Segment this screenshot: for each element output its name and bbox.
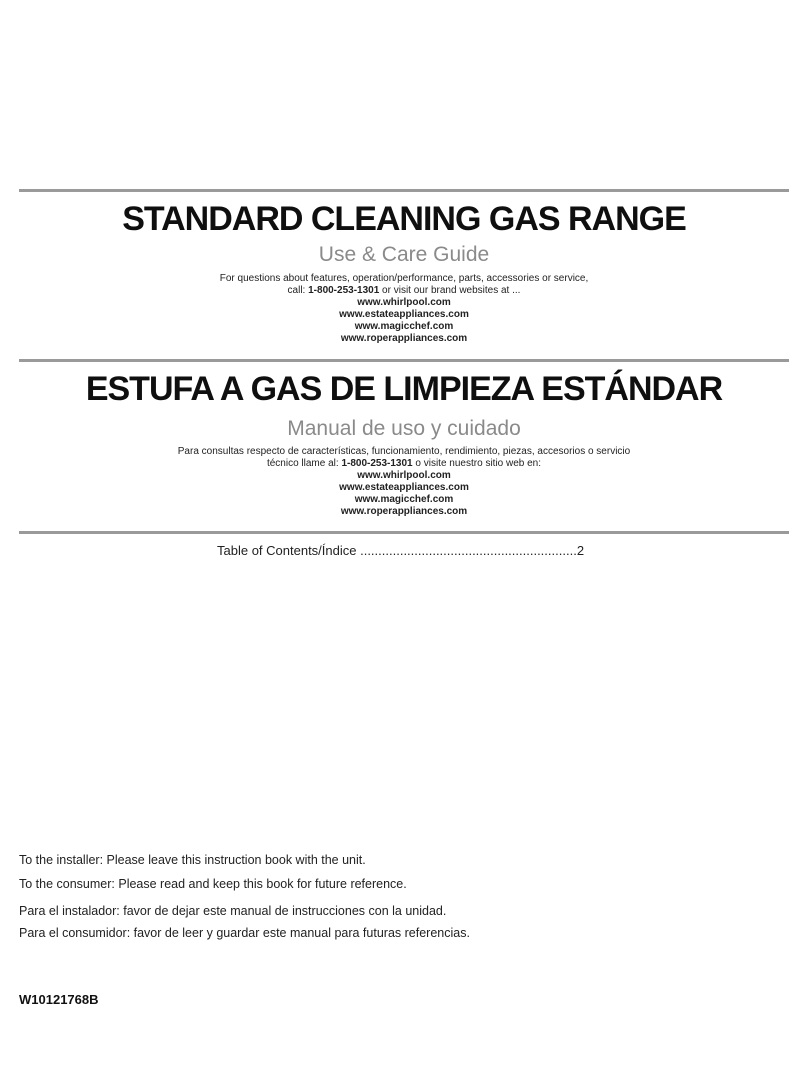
part-number: W10121768B bbox=[19, 992, 99, 1007]
consumer-note-en: To the consumer: Please read and keep this book for future reference. bbox=[19, 877, 407, 891]
english-contact-tail: or visit our brand websites at ... bbox=[379, 285, 521, 296]
english-contact-line2 bbox=[0, 285, 808, 297]
spanish-subtitle: Manual de uso y cuidado bbox=[287, 417, 521, 440]
spanish-phone: 1-800-253-1301 bbox=[341, 458, 413, 469]
spanish-contact-tail: o visite nuestro sitio web en: bbox=[412, 458, 542, 469]
spanish-website-roper[interactable]: www.roperappliances.com bbox=[340, 506, 468, 517]
spanish-title: ESTUFA A GAS DE LIMPIEZA ESTÁNDAR bbox=[85, 370, 723, 408]
toc-label: Table of Contents/Índice bbox=[217, 543, 357, 558]
english-website-magicchef[interactable]: www.magicchef.com bbox=[354, 321, 454, 332]
spanish-contact-line2 bbox=[0, 458, 808, 470]
spanish-contact-line1: Para consultas respecto de características, funcionamiento, rendimiento, piezas, accesorios o servicio bbox=[177, 446, 631, 457]
spanish-call-label: técnico llame al: bbox=[266, 458, 342, 469]
english-subtitle: Use & Care Guide bbox=[318, 243, 490, 266]
english-call-label: call: bbox=[287, 285, 309, 296]
top-divider bbox=[19, 189, 789, 192]
spanish-website-estate[interactable]: www.estateappliances.com bbox=[339, 482, 469, 493]
consumer-note-es: Para el consumidor: favor de leer y guardar este manual para futuras referencias. bbox=[19, 926, 470, 940]
english-phone: 1-800-253-1301 bbox=[308, 285, 380, 296]
middle-divider bbox=[19, 359, 789, 362]
table-of-contents-entry[interactable] bbox=[217, 543, 584, 558]
toc-page-number: 2 bbox=[576, 543, 585, 558]
english-website-whirlpool[interactable]: www.whirlpool.com bbox=[357, 297, 451, 308]
bottom-divider bbox=[19, 531, 789, 534]
spanish-website-magicchef[interactable]: www.magicchef.com bbox=[354, 494, 454, 505]
installer-note-es: Para el instalador: favor de dejar este manual de instrucciones con la unidad. bbox=[19, 904, 447, 918]
installer-note-en: To the installer: Please leave this instruction book with the unit. bbox=[19, 853, 366, 867]
english-title: STANDARD CLEANING GAS RANGE bbox=[122, 200, 686, 238]
english-website-roper[interactable]: www.roperappliances.com bbox=[340, 333, 468, 344]
english-website-estate[interactable]: www.estateappliances.com bbox=[339, 309, 469, 320]
english-contact-line1: For questions about features, operation/performance, parts, accessories or service, bbox=[219, 273, 589, 284]
toc-leader: ............................................................ bbox=[356, 543, 577, 558]
spanish-website-whirlpool[interactable]: www.whirlpool.com bbox=[357, 470, 451, 481]
